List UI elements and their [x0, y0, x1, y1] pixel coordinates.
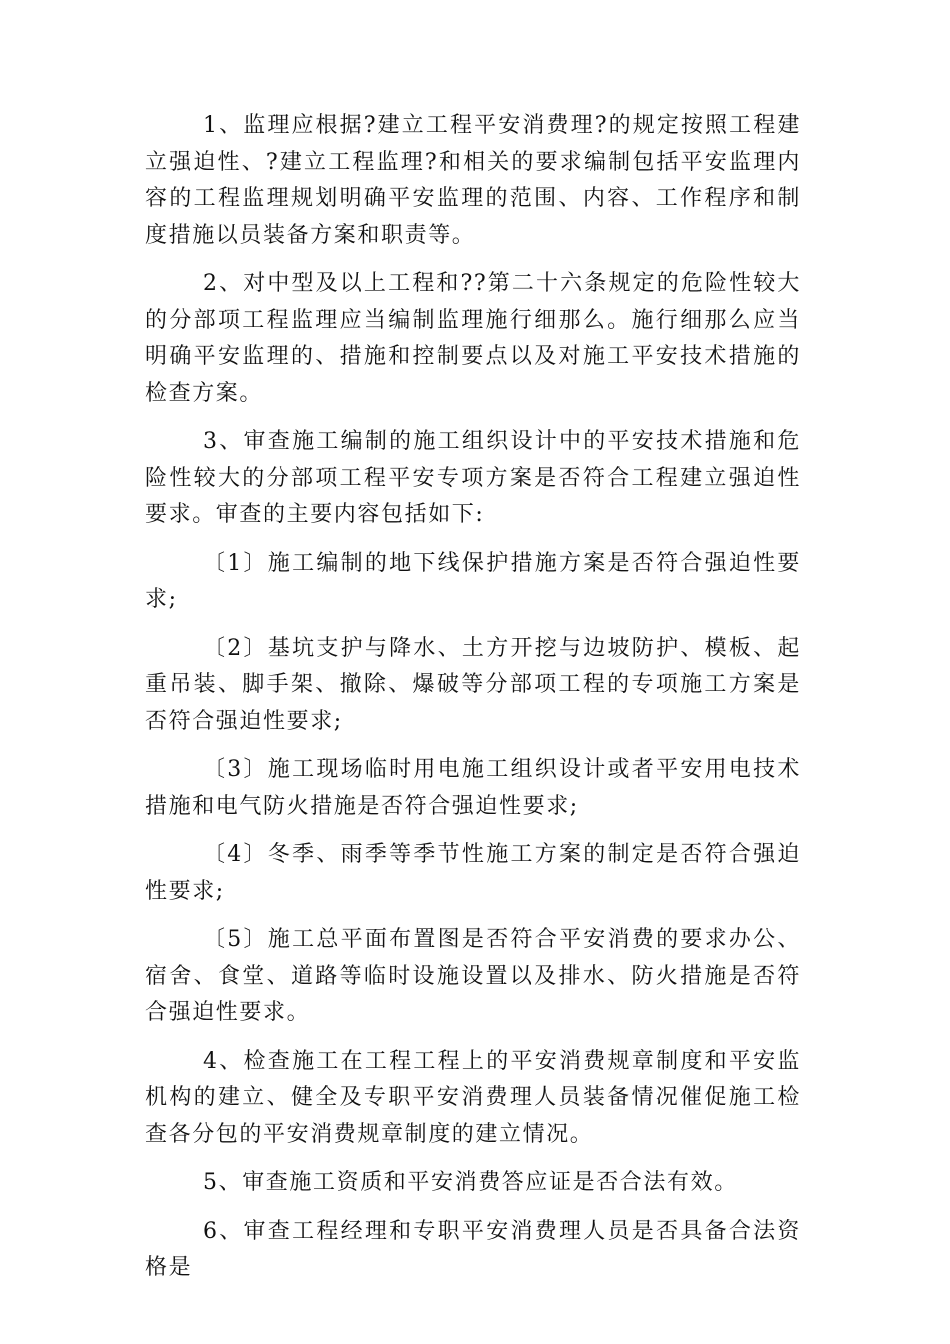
paragraph-1: 1、监理应根据?建立工程平安消费理?的规定按照工程建立强迫性、?建立工程监理?和相关的要求编制包括平安监理内容的工程监理规划明确平安监理的范围、内容、工作程序和制度措施以员装备方案和职责等。 [145, 113, 801, 248]
paragraph-3-item-5: 〔5〕施工总平面布置图是否符合平安消费的要求办公、宿舍、食堂、道路等临时设施设置以及排水、防火措施是否符合强迫性要求。 [145, 927, 801, 1025]
paragraph-6: 6、审查工程经理和专职平安消费理人员是否具备合法资格是 [145, 1218, 801, 1280]
paragraph-3-item-4: 〔4〕冬季、雨季等季节性施工方案的制定是否符合强迫性要求; [145, 842, 801, 904]
paragraph-3-item-3: 〔3〕施工现场临时用电施工组织设计或者平安用电技术措施和电气防火措施是否符合强迫性要求; [145, 757, 801, 819]
paragraph-3: 3、审查施工编制的施工组织设计中的平安技术措施和危险性较大的分部项工程平安专项方案是否符合工程建立强迫性要求。审查的主要内容包括如下: [145, 429, 801, 527]
paragraph-2: 2、对中型及以上工程和??第二十六条规定的危险性较大的分部项工程监理应当编制监理施行细那么。施行细那么应当明确平安监理的、措施和控制要点以及对施工平安技术措施的检查方案。 [145, 271, 801, 406]
paragraph-3-item-2: 〔2〕基坑支护与降水、土方开挖与边坡防护、模板、起重吊装、脚手架、撤除、爆破等分部项工程的专项施工方案是否符合强迫性要求; [145, 635, 801, 734]
paragraph-5: 5、审查施工资质和平安消费答应证是否合法有效。 [203, 1170, 738, 1195]
document-body [145, 108, 801, 1299]
paragraph-4: 4、检查施工在工程工程上的平安消费规章制度和平安监机构的建立、健全及专职平安消费理人员装备情况催促施工检查各分包的平安消费规章制度的建立情况。 [145, 1048, 801, 1147]
paragraph-3-item-1: 〔1〕施工编制的地下线保护措施方案是否符合强迫性要求; [145, 550, 801, 612]
